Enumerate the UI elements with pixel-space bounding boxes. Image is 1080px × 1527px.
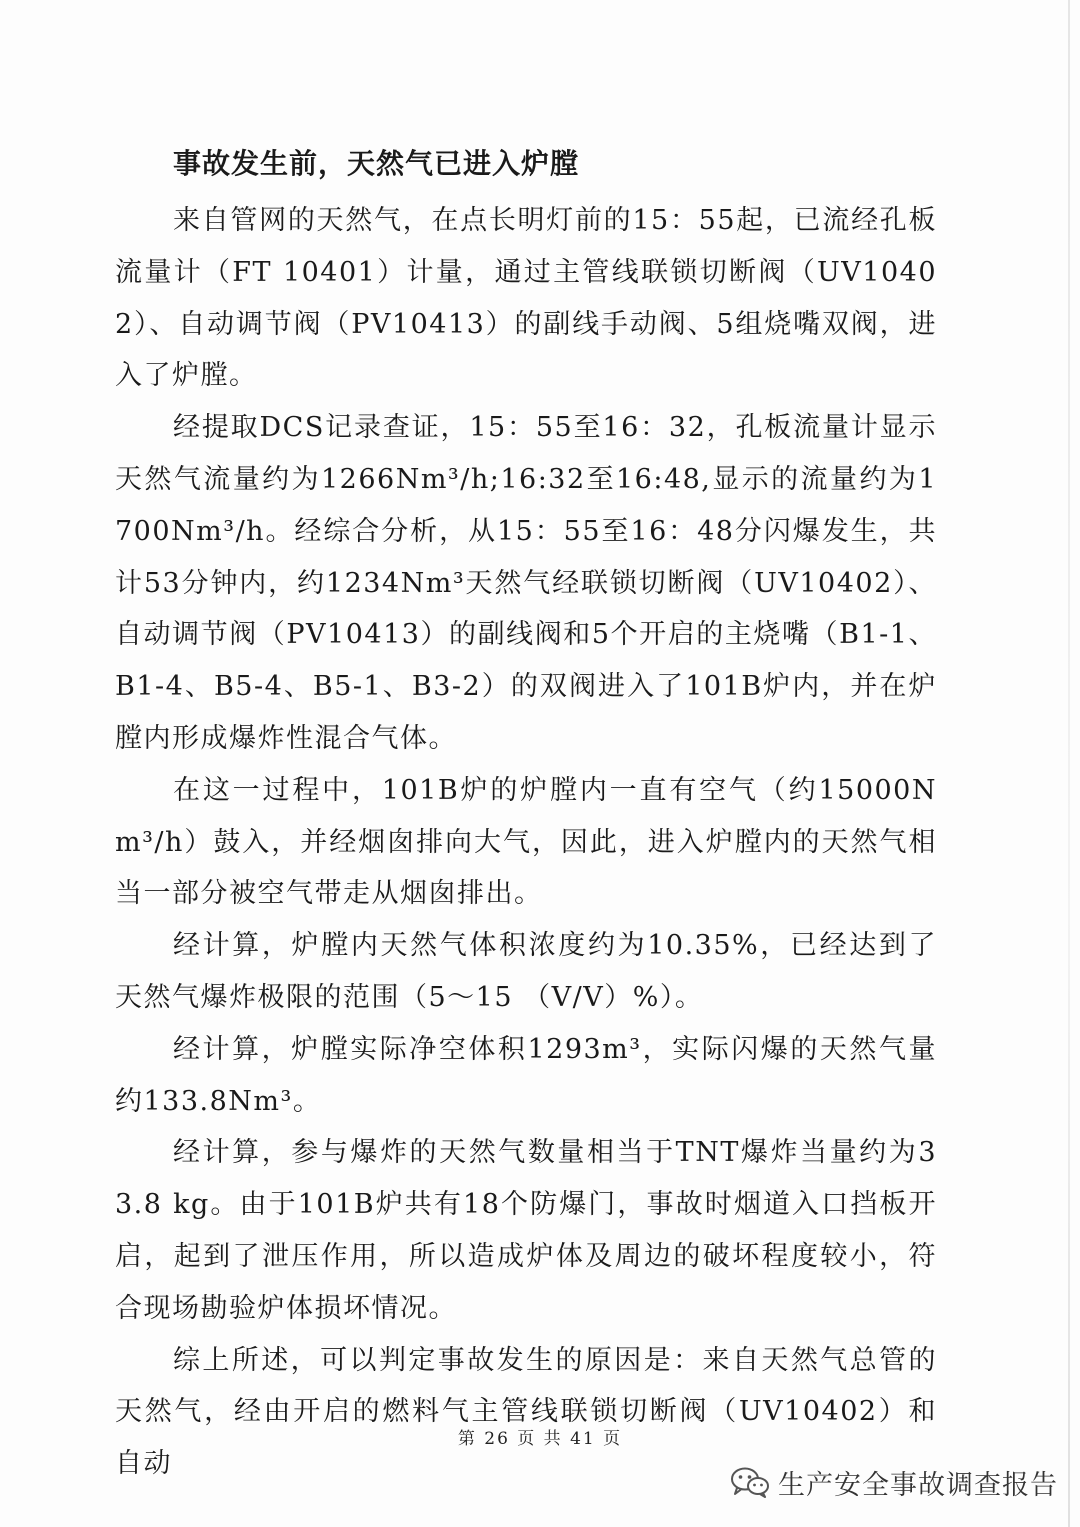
paragraph: 经计算，炉膛实际净空体积1293m³，实际闪爆的天然气量约133.8Nm³。 xyxy=(115,1033,937,1117)
paragraph: 来自管网的天然气，在点长明灯前的15：55起，已流经孔板流量计（FT 10401）计量，通过主管线联锁切断阀（UV10402）、自动调节阀（PV10413）的副线手动阀、5组烧嘴双阀，进入了炉膛。 xyxy=(115,205,937,392)
section-heading: 事故发生前，天然气已进入炉膛 xyxy=(173,147,580,180)
paragraph: 经计算，炉膛内天然气体积浓度约为10.35%，已经达到了天然气爆炸极限的范围（5～15 （V/V）%）。 xyxy=(115,930,937,1013)
paragraph: 综上所述，可以判定事故发生的原因是：来自天然气总管的天然气，经由开启的燃料气主管线联锁切断阀（UV10402）和自动 xyxy=(115,1344,937,1480)
paragraph: 在这一过程中，101B炉的炉膛内一直有空气（约15000Nm³/h）鼓入，并经烟囱排向大气，因此，进入炉膛内的天然气相当一部分被空气带走从烟囱排出。 xyxy=(115,774,937,910)
document-body xyxy=(115,143,937,1490)
watermark-text: 生产安全事故调查报告 xyxy=(778,1469,1058,1501)
wechat-icon xyxy=(730,1466,770,1498)
page-number: 第 26 页 共 41 页 xyxy=(457,1429,623,1449)
paragraph: 经提取DCS记录查证，15：55至16：32，孔板流量计显示天然气流量约为1266Nm³/h;16:32至16:48,显示的流量约为1700Nm³/h。经综合分析，从15：55至16：48分闪爆发生，共计53分钟内，约1234Nm³天然气经联锁切断阀（UV10402）、自动调节阀（PV10413）的副线阀和5个开启的主烧嘴（B1-1、B1-4、B5-4、B5-1、B3-2）的双阀进入了101B炉内，并在炉膛内形成爆炸性混合气体。 xyxy=(115,412,937,754)
paragraph: 经计算，参与爆炸的天然气数量相当于TNT爆炸当量约为33.8 kg。由于101B炉共有18个防爆门，事故时烟道入口挡板开启，起到了泄压作用，所以造成炉体及周边的破坏程度较小，符合现场勘验炉体损坏情况。 xyxy=(115,1137,937,1324)
scan-edge xyxy=(1068,0,1070,1527)
watermark xyxy=(730,1462,1058,1502)
